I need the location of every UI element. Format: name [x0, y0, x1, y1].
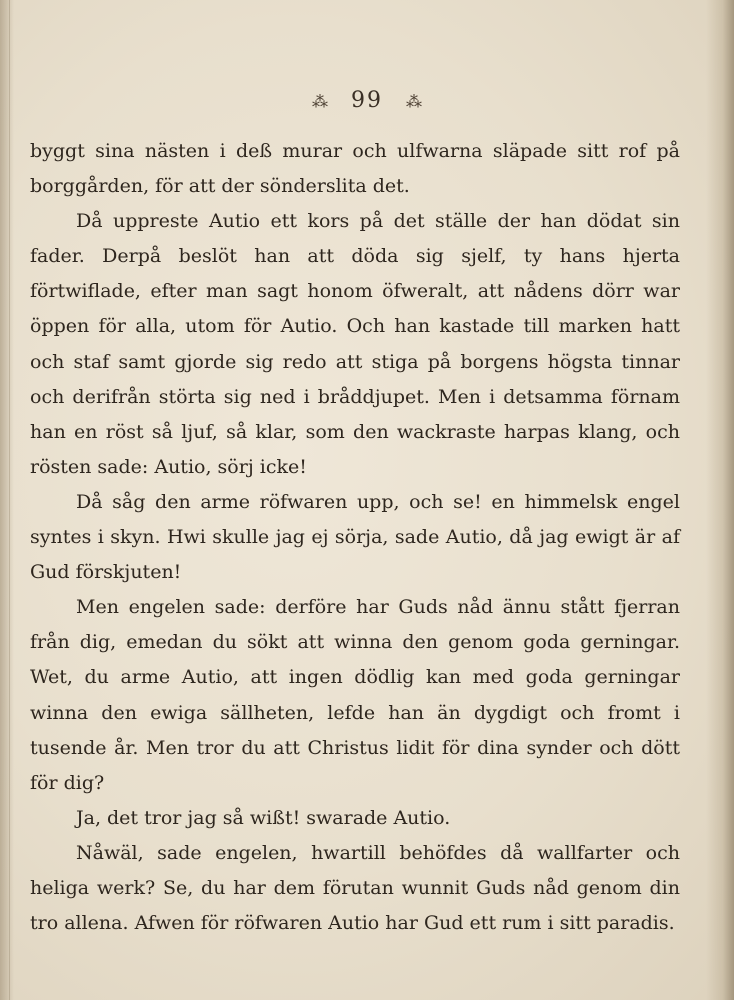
ornament-left-icon: ⁂: [312, 92, 328, 111]
paragraph: Då uppreste Autio ett kors på det ställe der han dödat sin fader. Derpå beslöt han att döda sig sjelf, ty hans hjerta förtwiflade, efter man sagt honom öfweralt, att nådens dörr war öppen för alla, utom för Autio. Och han kastade till marken hatt och staf samt gjorde sig redo att stiga på borgens högsta tinnar och derifrån störta sig ned i bråddjupet. Men i detsamma förnam han en röst så ljuf, så klar, som den wackraste harpas klang, och rösten sade: Autio, sörj icke!: [30, 210, 680, 478]
ornament-right-icon: ⁂: [406, 92, 422, 111]
page-body: [30, 134, 680, 941]
paragraph: byggt sina nästen i deß murar och ulfwarna släpade sitt rof på borggården, för att der sönderslita det.: [30, 140, 680, 198]
paragraph: Men engelen sade: derföre har Guds nåd ännu stått fjerran från dig, emedan du sökt att winna den genom goda gerningar. Wet, du arme Autio, att ingen dödlig kan med goda gerningar winna den ewiga sällheten, lefde han än dygdigt och fromt i tusende år. Men tror du att Christus lidit för dina synder och dött för dig?: [30, 596, 680, 794]
paragraph: Nåwäl, sade engelen, hwartill behöfdes då wallfarter och heliga werk? Se, du har dem förutan wunnit Guds nåd genom din tro allena. Afwen för röfwaren Autio har Gud ett rum i sitt paradis.: [30, 841, 680, 935]
paragraph: Ja, det tror jag så wißt! swarade Autio.: [76, 806, 451, 829]
page-left-shadow: [0, 0, 14, 1000]
paragraph: Då såg den arme röfwaren upp, och se! en himmelsk engel syntes i skyn. Hwi skulle jag ej sörja, sade Autio, då jag ewigt är af Gud förskjuten!: [30, 490, 680, 584]
page-right-edge: [706, 0, 734, 1000]
page-header: [0, 88, 734, 113]
page-fold-line: [9, 0, 10, 1000]
page-number: 99: [351, 88, 383, 113]
